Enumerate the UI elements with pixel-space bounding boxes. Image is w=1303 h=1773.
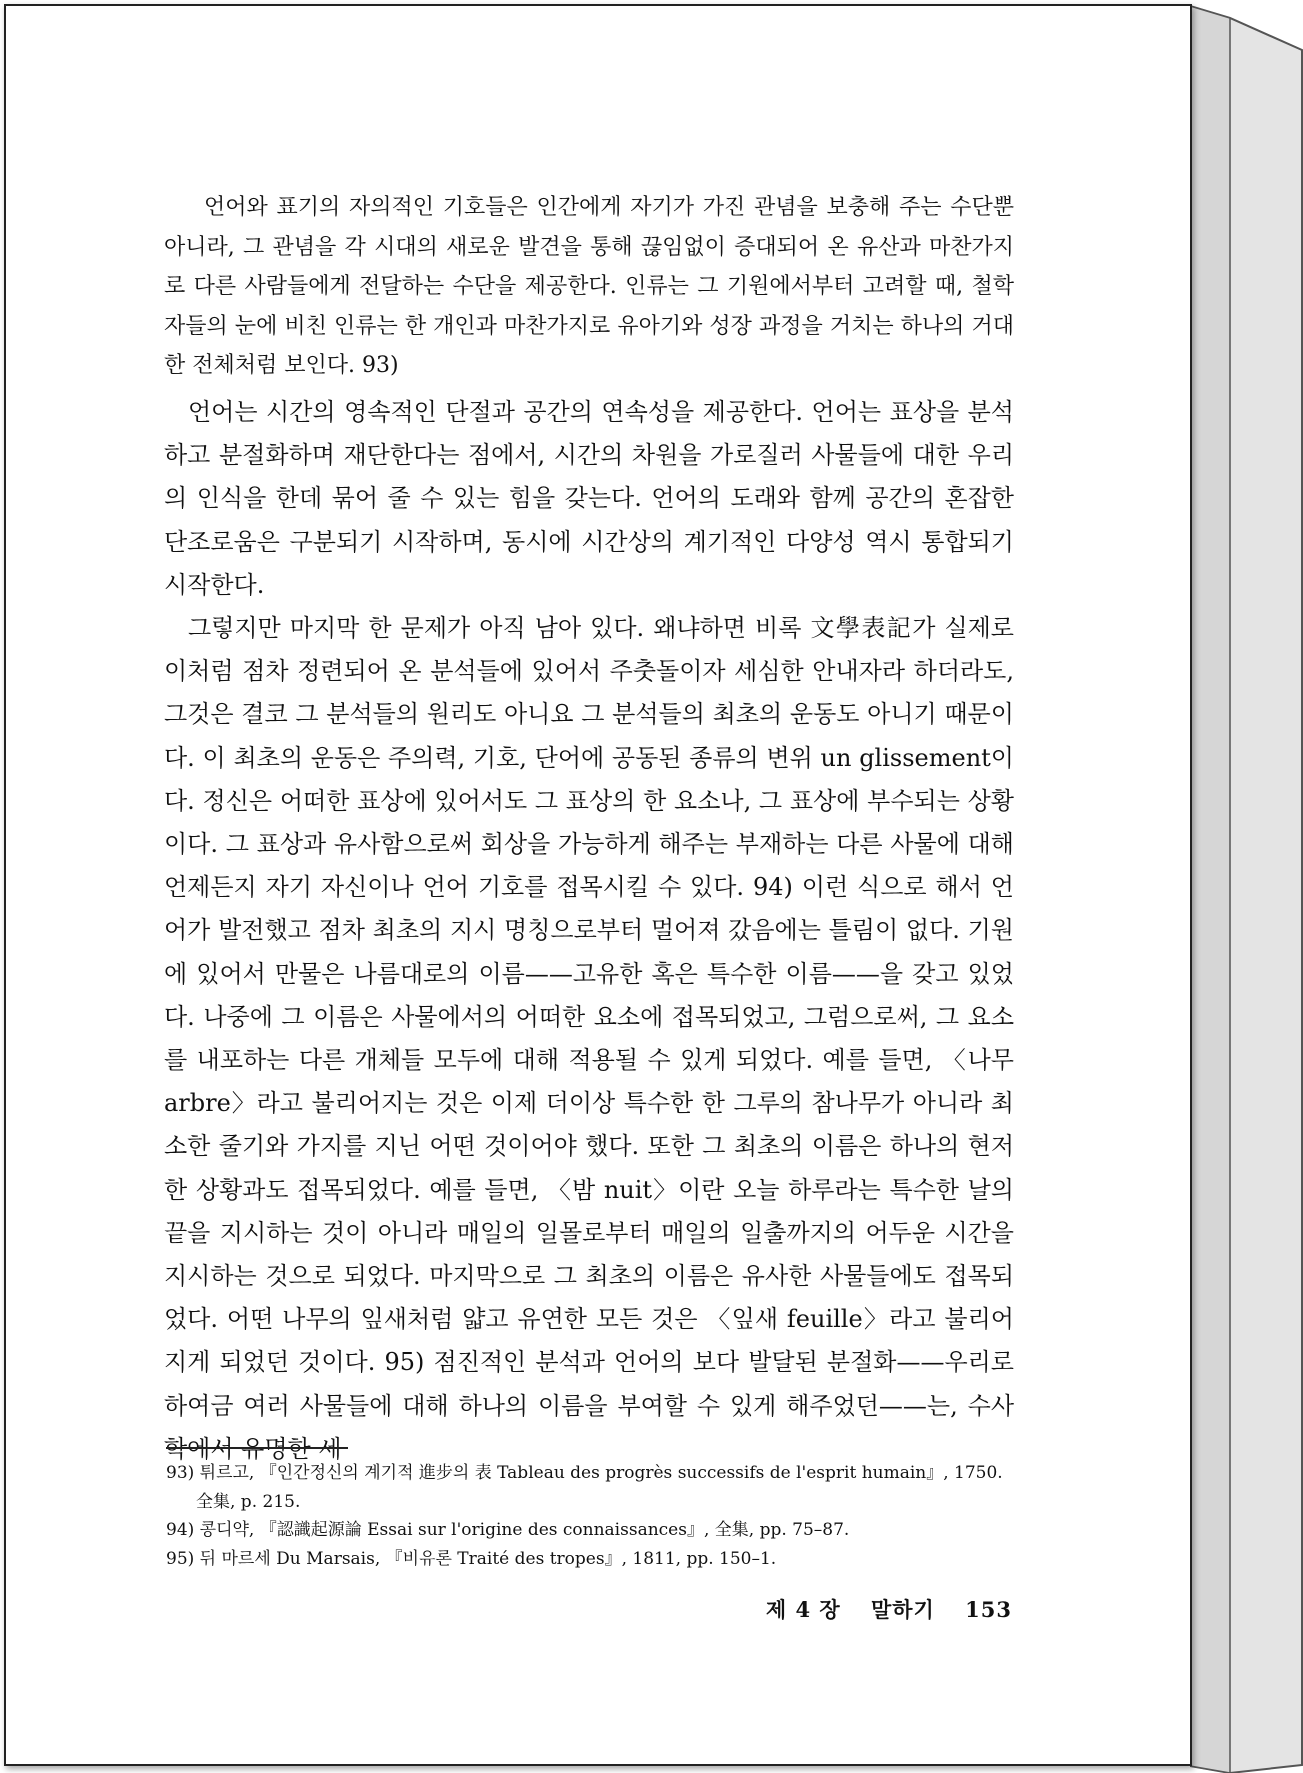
footnotes xyxy=(166,1459,1016,1573)
footnote-93: 93) 튀르고, 『인간정신의 계기적 進步의 表 Tableau des progrès successifs de l'esprit humain』, 1750. 全集, p. 215. xyxy=(166,1463,1003,1512)
book-page xyxy=(4,4,1192,1766)
quotation-text: 언어와 표기의 자의적인 기호들은 인간에게 자기가 가진 관념을 보충해 주는 수단뿐 아니라, 그 관념을 각 시대의 새로운 발견을 통해 끊임없이 증대되어 온 유산과 마찬가지로 다른 사람들에게 전달하는 수단을 제공한다. 인류는 그 기원에서부터 고려할 때, 철학자들의 눈에 비친 인류는 한 개인과 마찬가지로 유아기와 성장 과정을 거치는 하나의 거대한 전체처럼 보인다. 93) xyxy=(164,195,1014,378)
footnote-95: 95) 뒤 마르세 Du Marsais, 『비유론 Traité des tropes』, 1811, pp. 150–1. xyxy=(166,1548,777,1569)
paragraph: 그렇지만 마지막 한 문제가 아직 남아 있다. 왜냐하면 비록 文學表記가 실제로 이처럼 점차 정련되어 온 분석들에 있어서 주춧돌이자 세심한 안내자라 하더라도, 그것은 결코 그 분석들의 원리도 아니요 그 분석들의 최초의 운동도 아니기 때문이다. 이 최초의 운동은 주의력, 기호, 단어에 공동된 종류의 변위 un glissement이다. 정신은 어떠한 표상에 있어서도 그 표상의 한 요소나, 그 표상에 부수되는 상황이다. 그 표상과 유사함으로써 회상을 가능하게 해주는 부재하는 다른 사물에 대해 언제든지 자기 자신이나 언어 기호를 접목시킬 수 있다. 94) 이런 식으로 해서 언어가 발전했고 점차 최초의 지시 명칭으로부터 멀어져 갔음에는 틀림이 없다. 기원에 있어서 만물은 나름대로의 이름——고유한 혹은 특수한 이름——을 갖고 있었다. 나중에 그 이름은 사물에서의 어떠한 요소에 접목되었고, 그럼으로써, 그 요소를 내포하는 다른 개체들 모두에 대해 적용될 수 있게 되었다. 예를 들면, 〈나무 arbre〉라고 불리어지는 것은 이제 더이상 특수한 한 그루의 참나무가 아니라 최소한 줄기와 가지를 지닌 어떤 것이어야 했다. 또한 그 최초의 이름은 하나의 현저한 상황과도 접목되었다. 예를 들면, 〈밤 nuit〉이란 오늘 하루라는 특수한 날의 끝을 지시하는 것이 아니라 매일의 일몰로부터 매일의 일출까지의 어두운 시간을 지시하는 것으로 되었다. 마지막으로 그 최초의 이름은 유사한 사물들에도 접목되었다. 어떤 나무의 잎새처럼 얇고 유연한 모든 것은 〈잎새 feuille〉라고 불리어지게 되었던 것이다. 95) 점진적인 분석과 언어의 보다 발달된 분절화——우리로 하여금 여러 사물들에 대해 하나의 이름을 부여할 수 있게 해주었던——는, 수사학에서 유명한 세 xyxy=(164,614,1014,1463)
page-number: 153 xyxy=(965,1597,1012,1622)
chapter-label: 제 4 장 xyxy=(765,1597,841,1622)
quotation-block xyxy=(164,188,1014,386)
footnote-94: 94) 콩디약, 『認識起源論 Essai sur l'origine des connaissances』, 全集, pp. 75–87. xyxy=(166,1520,850,1540)
footnote-divider xyxy=(166,1447,348,1449)
paragraph: 언어는 시간의 영속적인 단절과 공간의 연속성을 제공한다. 언어는 표상을 분석하고 분절화하며 재단한다는 점에서, 시간의 차원을 가로질러 사물들에 대한 우리의 인식을 한데 묶어 줄 수 있는 힘을 갖는다. 언어의 도래와 함께 공간의 혼잡한 단조로움은 구분되기 시작하며, 동시에 시간상의 계기적인 다양성 역시 통합되기 시작한다. xyxy=(164,398,1014,599)
book-edge xyxy=(1190,0,1303,1773)
main-text xyxy=(164,391,1014,1471)
chapter-title: 말하기 xyxy=(870,1597,935,1622)
running-footer xyxy=(748,1594,1012,1624)
